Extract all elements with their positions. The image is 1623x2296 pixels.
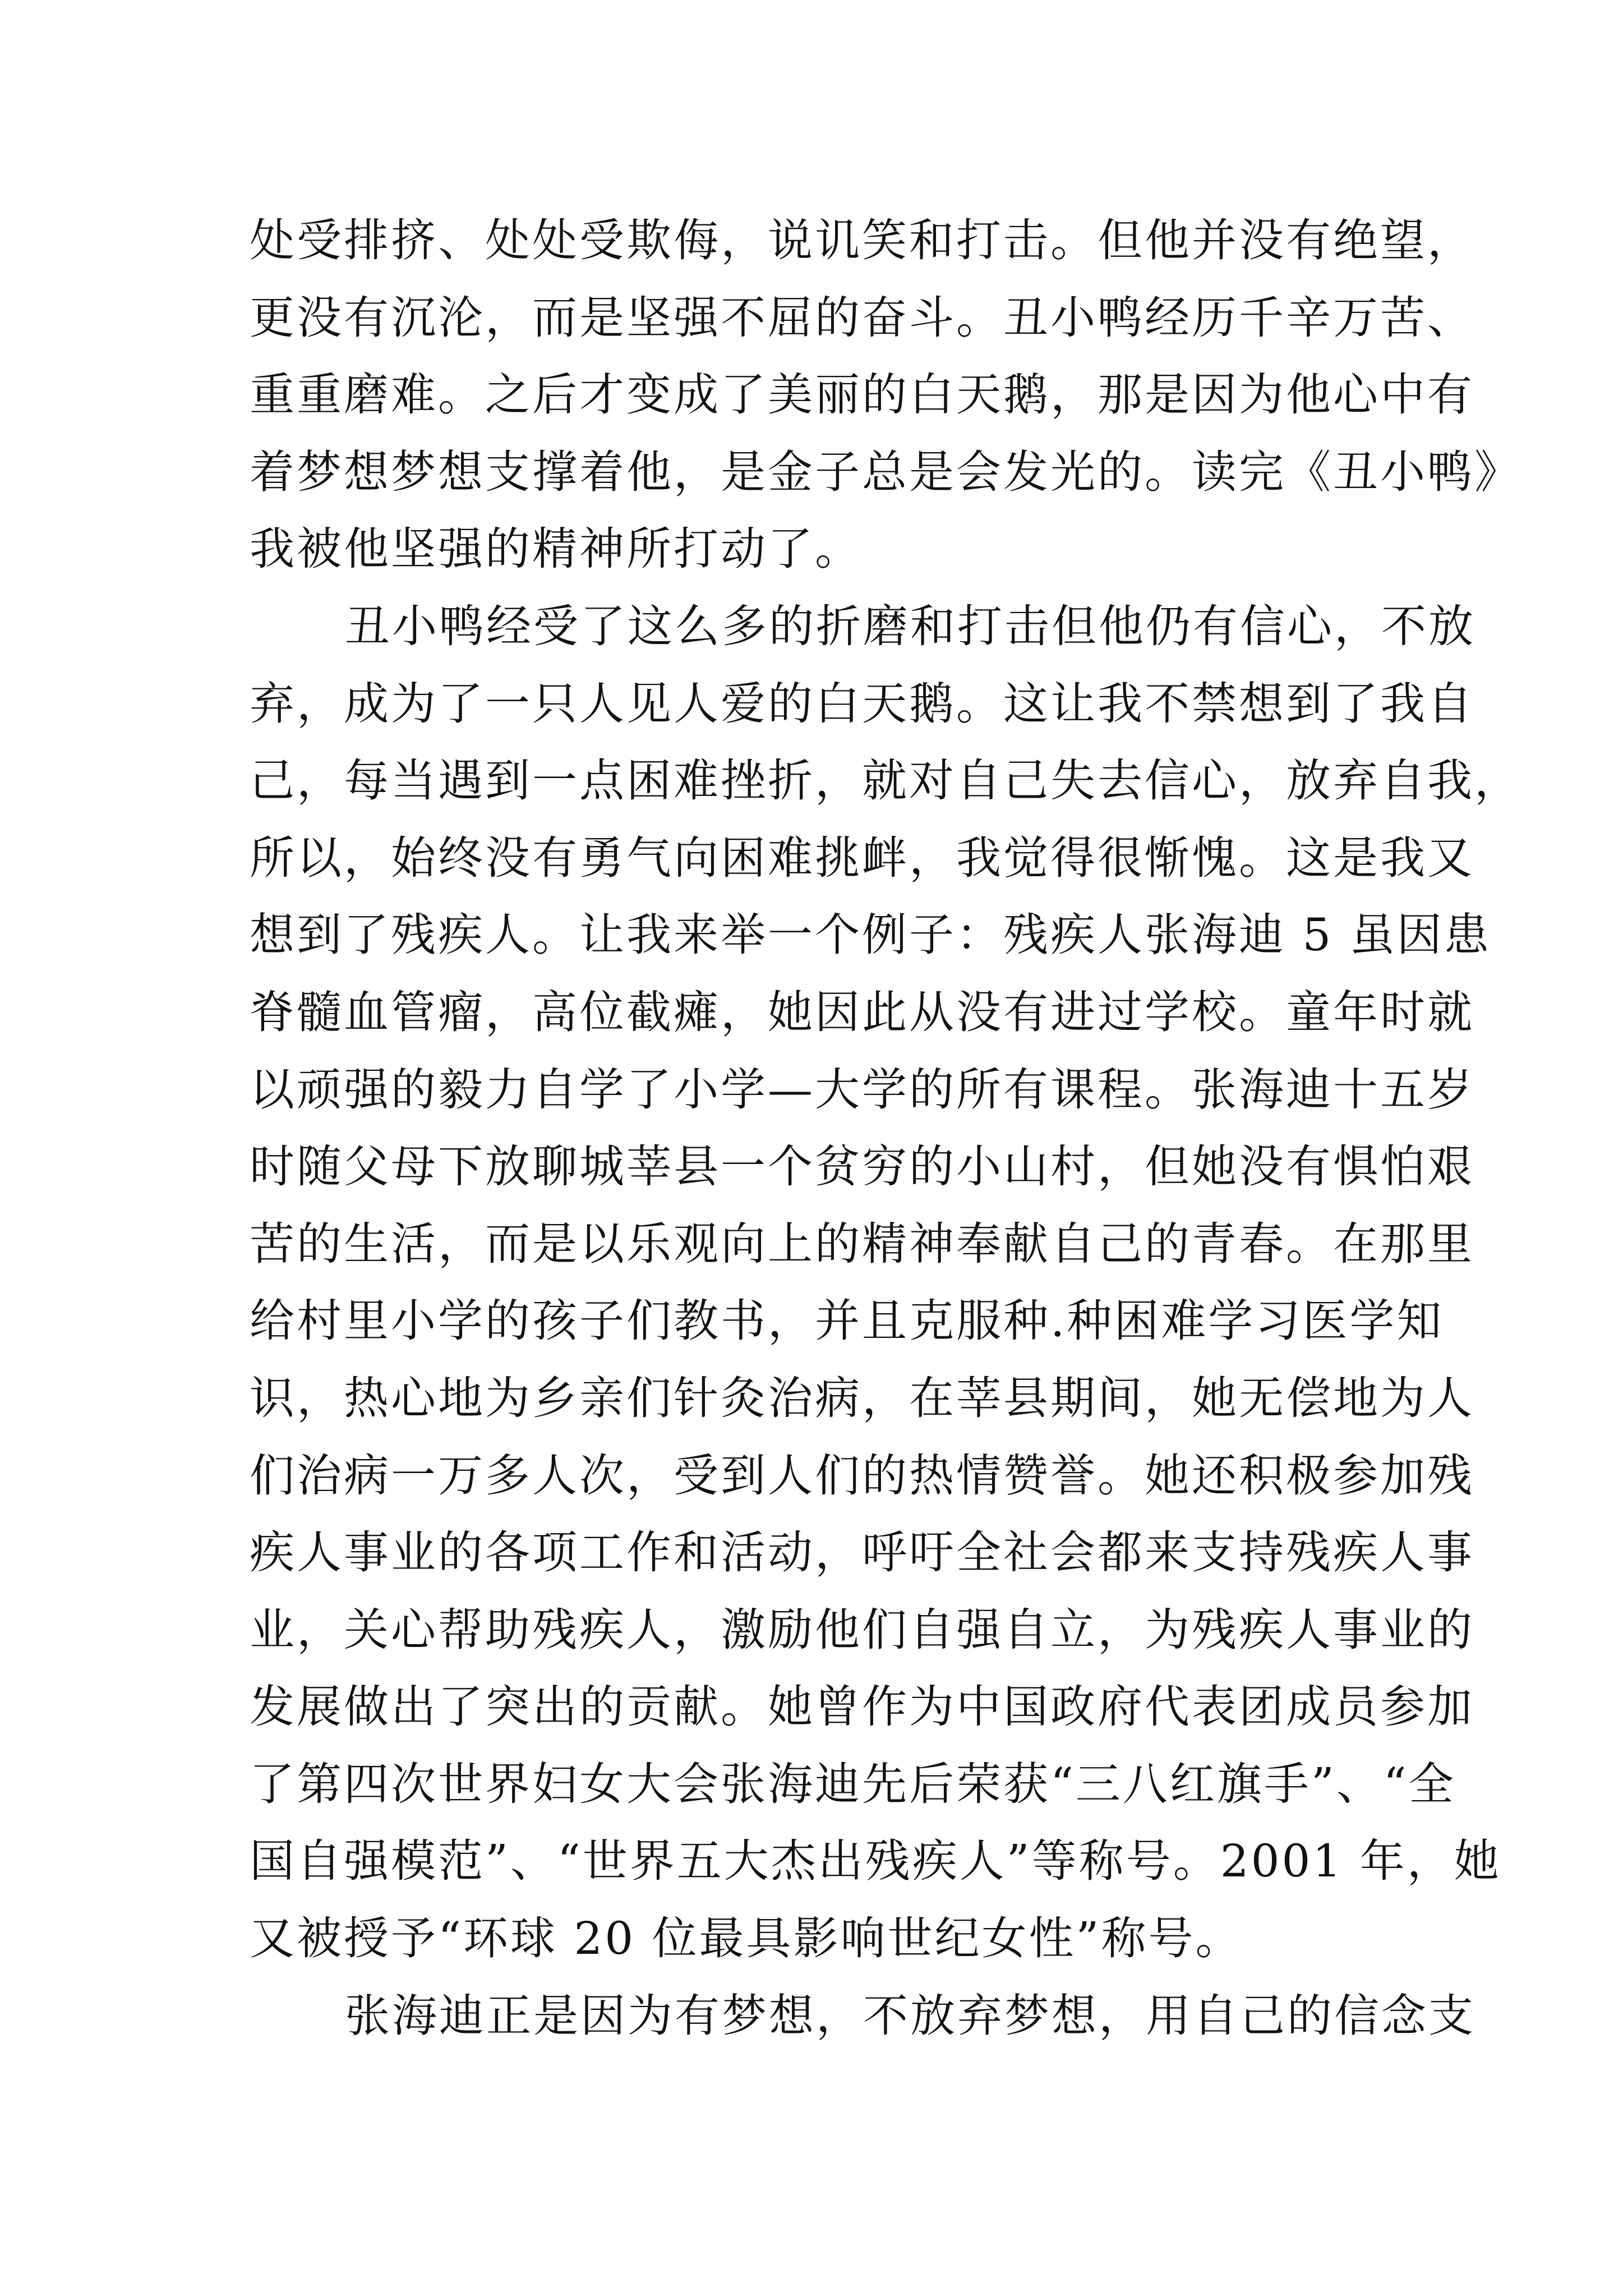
text-line: 业，关心帮助残疾人，激励他们自强自立，为残疾人事业的 xyxy=(250,1603,1474,1656)
text-line: 更没有沉沦，而是坚强不屈的奋斗。丑小鸭经历千辛万苦、 xyxy=(250,291,1474,344)
text-line: 我被他坚强的精神所打动了。 xyxy=(250,523,862,576)
text-line: 重重磨难。之后才变成了美丽的白天鹅，那是因为他心中有 xyxy=(250,369,1474,421)
text-line: 识，热心地为乡亲们针灸治病，在莘县期间，她无偿地为人 xyxy=(250,1372,1474,1424)
text-line: 己，每当遇到一点困难挫折，就对自己失去信心，放弃自我， xyxy=(250,754,1521,807)
text-line: 弃，成为了一只人见人爱的白天鹅。这让我不禁想到了我自 xyxy=(250,677,1474,730)
text-line: 们治病一万多人次，受到人们的热情赞誉。她还积极参加残 xyxy=(250,1449,1474,1502)
text-line: 又被授予“环球 20 位最具影响世纪女性”称号。 xyxy=(250,1912,1243,1965)
text-line: 脊髓血管瘤，高位截瘫，她因此从没有进过学校。童年时就 xyxy=(250,986,1474,1038)
paragraph-first-line: 丑小鸭经受了这么多的折磨和打击但他仍有信心，不放 xyxy=(345,600,1476,652)
text-line: 以顽强的毅力自学了小学—大学的所有课程。张海迪十五岁 xyxy=(250,1063,1474,1116)
text-line: 时随父母下放聊城莘县一个贫穷的小山村，但她没有惧怕艰 xyxy=(250,1140,1474,1193)
text-line: 给村里小学的孩子们教书，并且克服种.种困难学习医学知 xyxy=(250,1295,1444,1347)
paragraph-first-line: 张海迪正是因为有梦想，不放弃梦想，用自己的信念支 xyxy=(345,1989,1476,2042)
text-line: 疾人事业的各项工作和活动，呼吁全社会都来支持残疾人事 xyxy=(250,1526,1474,1579)
text-line: 所以，始终没有勇气向困难挑衅，我觉得很惭愧。这是我又 xyxy=(250,831,1474,884)
text-line: 想到了残疾人。让我来举一个例子：残疾人张海迪 5 虽因患 xyxy=(250,909,1491,961)
text-line: 了第四次世界妇女大会张海迪先后荣获“三八红旗手”、“全 xyxy=(250,1757,1456,1810)
text-line: 发展做出了突出的贡献。她曾作为中国政府代表团成员参加 xyxy=(250,1681,1474,1733)
text-line: 着梦想梦想支撑着他，是金子总是会发光的。读完《丑小鸭》 xyxy=(250,445,1521,498)
body-text xyxy=(250,202,1521,2054)
text-line: 国自强模范”、“世界五大杰出残疾人”等称号。2001 年，她 xyxy=(250,1835,1501,1888)
text-line: 处受排挤、处处受欺侮，说讥笑和打击。但他并没有绝望， xyxy=(250,214,1474,266)
text-line: 苦的生活，而是以乐观向上的精神奉献自己的青春。在那里 xyxy=(250,1217,1474,1270)
